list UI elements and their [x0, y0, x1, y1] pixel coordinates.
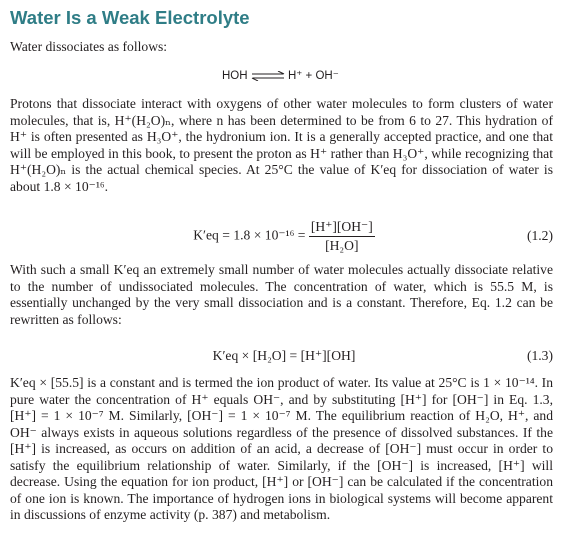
equilibrium-arrow-icon — [251, 71, 285, 81]
eq12-lhs: K′eq = 1.8 × 10⁻¹⁶ = — [193, 227, 306, 243]
equation-1-3: K′eq × [H₂O] = [H⁺][OH] — [212, 348, 356, 363]
equation-1-2 — [0, 219, 568, 254]
reaction-reactant: HOH — [222, 70, 248, 82]
reaction-products: H⁺ + OH⁻ — [287, 70, 339, 82]
paragraph-small-keq: With such a small K′eq an extremely small number of water molecules actually dissociate relative to the number of undissociated molecules. The concentration of water, which is 55.5 M, is essentially unchanged by the very small dissociation and is a constant. Therefore, Eq. 1.2 can be rewritten as follows: — [10, 262, 553, 327]
eq12-denominator: [H₂O] — [325, 238, 359, 253]
paragraph-hydration: Protons that dissociate interact with oxygens of other water molecules to form clusters of water molecules, that is, H⁺(H₂O)ₙ, where n has been determined to be from 6 to 27. This hydration of H⁺ is often presented as H₃O⁺, the hydronium ion. It is a generally accepted practice, and one that will be employed in this book, to present the proton as H⁺ rather than H₃O⁺, while recognizing that H⁺(H₂O)ₙ is the actual chemical species. At 25°C the value of K′eq for dissociation of water is about 1.8 × 10⁻¹⁶. — [10, 96, 553, 194]
equation-number-1-2: (1.2) — [526, 228, 553, 243]
equation-number-1-3: (1.3) — [526, 348, 553, 363]
dissociation-reaction — [222, 68, 339, 82]
eq12-fraction — [309, 219, 375, 254]
paragraph-ion-product: K′eq × [55.5] is a constant and is termed the ion product of water. Its value at 25°C is 1 × 10⁻¹⁴. In pure water the concentration of H⁺ equals OH⁻, and by substituting [H⁺] for [OH⁻] in Eq. 1.3, [H⁺] = 1 × 10⁻⁷ M. Similarly, [OH⁻] = 1 × 10⁻⁷ M. The equilibrium reaction of H₂O, H⁺, and OH⁻ always exists in aqueous solutions regardless of the presence of dissolved substances. If the [H⁺] is increased, as occurs on addition of an acid, a decrease of [OH⁻] must occur in order to satisfy the equilibrium relationship of water. Similarly, if the [OH⁻] is increased, [H⁺] will decrease. Using the equation for ion product, [H⁺] or [OH⁻] can be calculated if the concentration of one ion is known. The importance of hydrogen ions in biological systems will become apparent in discussions of enzyme activity (p. 387) and metabolism. — [10, 375, 553, 522]
intro-text: Water dissociates as follows: — [10, 39, 168, 54]
eq12-numerator: [H⁺][OH⁻] — [309, 219, 375, 237]
section-heading: Water Is a Weak Electrolyte — [10, 7, 250, 28]
